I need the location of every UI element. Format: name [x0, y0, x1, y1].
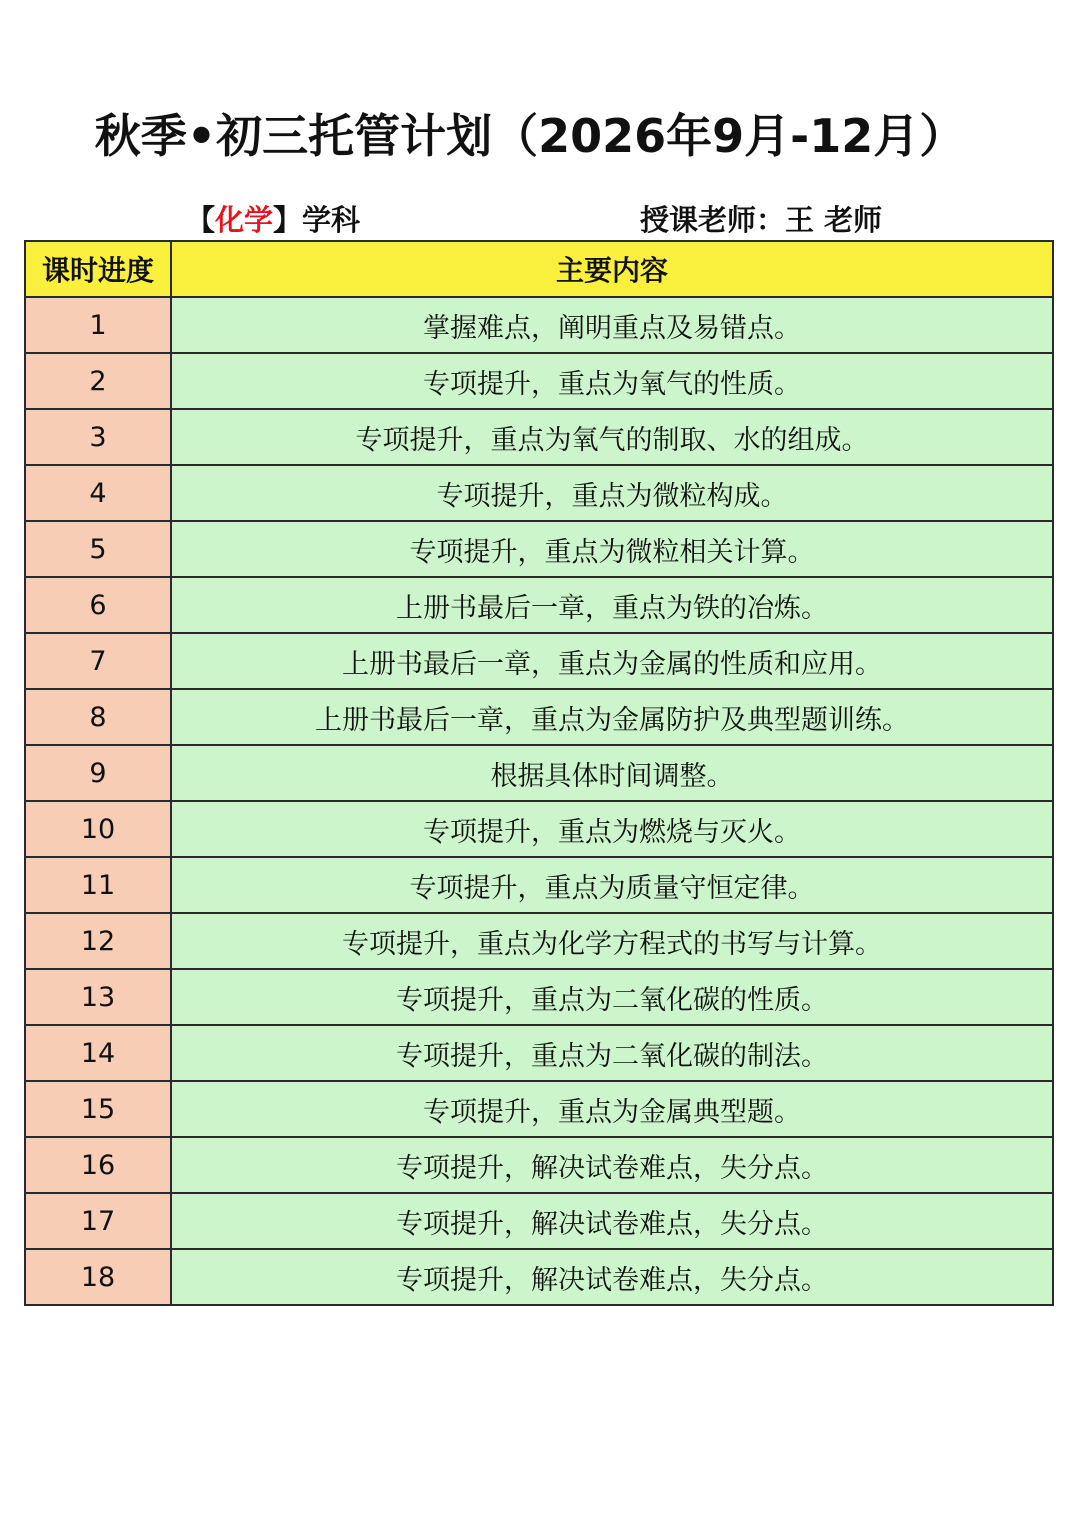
table-row	[25, 297, 1053, 353]
lesson-content-cell: 专项提升，重点为微粒构成。	[171, 465, 1053, 521]
lesson-content-cell: 专项提升，重点为燃烧与灭火。	[171, 801, 1053, 857]
subject-close-bracket: 】	[273, 203, 303, 237]
subject-suffix: 学科	[302, 203, 361, 237]
table-row	[25, 801, 1053, 857]
table-row	[25, 577, 1053, 633]
schedule-table	[24, 240, 1054, 1306]
table-body	[25, 297, 1053, 1305]
table-row	[25, 1137, 1053, 1193]
lesson-number-cell: 15	[25, 1081, 171, 1137]
lesson-content-cell: 专项提升，解决试卷难点，失分点。	[171, 1249, 1053, 1305]
lesson-number-cell: 17	[25, 1193, 171, 1249]
table-row	[25, 1193, 1053, 1249]
lesson-number-cell: 11	[25, 857, 171, 913]
table-row	[25, 633, 1053, 689]
table-row	[25, 969, 1053, 1025]
table-row	[25, 1081, 1053, 1137]
header-content: 主要内容	[171, 241, 1053, 297]
lesson-number-cell: 16	[25, 1137, 171, 1193]
teacher-label: 授课老师：	[640, 203, 786, 237]
lesson-content-cell: 专项提升，重点为二氧化碳的制法。	[171, 1025, 1053, 1081]
lesson-content-cell: 专项提升，重点为质量守恒定律。	[171, 857, 1053, 913]
subject-name: 化学	[215, 203, 274, 237]
table-row	[25, 1249, 1053, 1305]
lesson-content-cell: 根据具体时间调整。	[171, 745, 1053, 801]
lesson-number-cell: 3	[25, 409, 171, 465]
subject-open-bracket: 【	[186, 203, 216, 237]
table-row	[25, 521, 1053, 577]
header-progress: 课时进度	[25, 241, 171, 297]
subject-label	[186, 198, 360, 239]
table-row	[25, 689, 1053, 745]
lesson-content-cell: 专项提升，重点为氧气的制取、水的组成。	[171, 409, 1053, 465]
teacher-name: 王 老师	[785, 203, 883, 237]
lesson-content-cell: 专项提升，重点为氧气的性质。	[171, 353, 1053, 409]
lesson-number-cell: 4	[25, 465, 171, 521]
lesson-content-cell: 专项提升，重点为化学方程式的书写与计算。	[171, 913, 1053, 969]
table-row	[25, 1025, 1053, 1081]
lesson-number-cell: 18	[25, 1249, 171, 1305]
lesson-number-cell: 12	[25, 913, 171, 969]
lesson-content-cell: 专项提升，重点为微粒相关计算。	[171, 521, 1053, 577]
lesson-content-cell: 上册书最后一章，重点为铁的冶炼。	[171, 577, 1053, 633]
page-title: 秋季•初三托管计划（2026年9月-12月）	[94, 109, 966, 163]
table-row	[25, 913, 1053, 969]
table-row	[25, 857, 1053, 913]
lesson-number-cell: 10	[25, 801, 171, 857]
lesson-content-cell: 上册书最后一章，重点为金属的性质和应用。	[171, 633, 1053, 689]
lesson-content-cell: 掌握难点，阐明重点及易错点。	[171, 297, 1053, 353]
lesson-content-cell: 专项提升，重点为金属典型题。	[171, 1081, 1053, 1137]
lesson-content-cell: 专项提升，解决试卷难点，失分点。	[171, 1137, 1053, 1193]
lesson-number-cell: 6	[25, 577, 171, 633]
lesson-number-cell: 2	[25, 353, 171, 409]
table-row	[25, 353, 1053, 409]
lesson-number-cell: 14	[25, 1025, 171, 1081]
lesson-content-cell: 上册书最后一章，重点为金属防护及典型题训练。	[171, 689, 1053, 745]
lesson-number-cell: 5	[25, 521, 171, 577]
lesson-content-cell: 专项提升，重点为二氧化碳的性质。	[171, 969, 1053, 1025]
table-row	[25, 409, 1053, 465]
table-header-row	[25, 241, 1053, 297]
table-row	[25, 465, 1053, 521]
lesson-number-cell: 8	[25, 689, 171, 745]
teacher-info	[640, 198, 882, 239]
lesson-number-cell: 13	[25, 969, 171, 1025]
table-row	[25, 745, 1053, 801]
lesson-content-cell: 专项提升，解决试卷难点，失分点。	[171, 1193, 1053, 1249]
lesson-number-cell: 9	[25, 745, 171, 801]
lesson-number-cell: 7	[25, 633, 171, 689]
lesson-number-cell: 1	[25, 297, 171, 353]
